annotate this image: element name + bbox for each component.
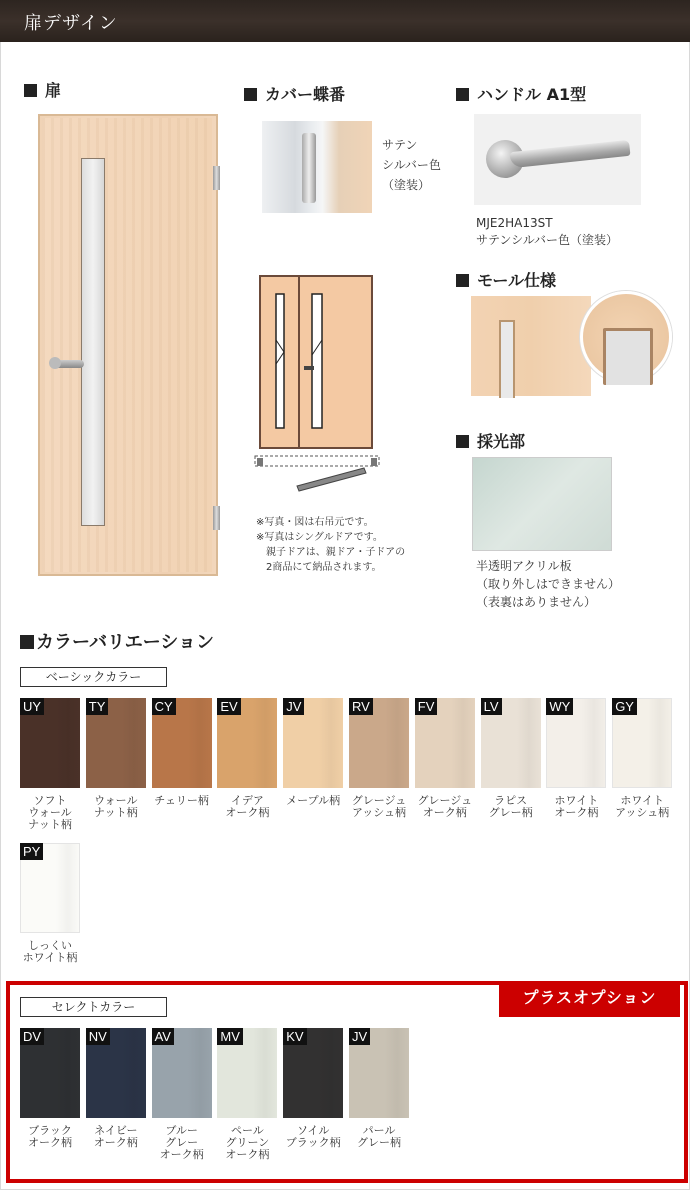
- color-code: JV: [283, 698, 304, 715]
- color-code: AV: [152, 1028, 174, 1045]
- heading-light: 採光部: [456, 429, 525, 452]
- heading-door: 扉: [24, 78, 61, 101]
- cover-hinge-photo: [262, 121, 372, 213]
- color-name: メープル柄: [286, 794, 341, 807]
- light-desc-2: （取り外しはできません）: [476, 577, 621, 591]
- color-code: NV: [86, 1028, 110, 1045]
- color-code: MV: [217, 1028, 243, 1045]
- page-title: 扉デザイン: [24, 13, 118, 34]
- color-name: ソフト ウォール ナット柄: [28, 794, 72, 831]
- basic-swatch-fv: [415, 698, 475, 788]
- door-note-4: 2商品にて納品されます。: [256, 562, 382, 573]
- hinge-icon: [213, 166, 220, 190]
- page-banner: [0, 0, 690, 42]
- color-code: TY: [86, 698, 109, 715]
- mall-photo: [471, 296, 591, 396]
- color-name: グレージュ オーク柄: [417, 794, 473, 819]
- color-code: DV: [20, 1028, 44, 1045]
- basic-swatch-jv: [283, 698, 343, 788]
- color-code: PY: [20, 843, 43, 860]
- color-name: ペール グリーン オーク柄: [225, 1124, 270, 1161]
- basic-color-tag: ベーシックカラー: [20, 667, 167, 687]
- hinge-desc-3: （塗装）: [382, 178, 431, 192]
- basic-swatch-lv: [481, 698, 541, 788]
- basic-swatch-py: [20, 843, 80, 933]
- basic-swatch-uy: [20, 698, 80, 788]
- lever-handle-icon: [52, 360, 84, 368]
- door-glass-slit: [81, 158, 105, 526]
- color-code: JV: [349, 1028, 370, 1045]
- color-code: GY: [612, 698, 637, 715]
- color-name: ブラック オーク柄: [28, 1124, 72, 1149]
- color-name: パール グレー柄: [357, 1124, 401, 1149]
- color-name: しっくい ホワイト柄: [22, 939, 78, 964]
- color-name: ホワイト オーク柄: [554, 794, 599, 819]
- acrylic-panel-photo: [472, 457, 612, 551]
- basic-swatch-wy: [546, 698, 606, 788]
- select-swatch-dv: [20, 1028, 80, 1118]
- handle-photo: [474, 114, 641, 205]
- basic-swatch-rv: [349, 698, 409, 788]
- color-name: イデア オーク柄: [225, 794, 270, 819]
- color-code: RV: [349, 698, 373, 715]
- handle-model: MJE2HA13ST: [476, 216, 553, 230]
- hinge-desc-1: サテン: [382, 138, 418, 152]
- color-name: ブルー グレー オーク柄: [159, 1124, 204, 1161]
- color-name: グレージュ アッシュ柄: [351, 794, 407, 819]
- basic-swatch-cy: [152, 698, 212, 788]
- color-code: KV: [283, 1028, 306, 1045]
- handle-finish: サテンシルバー色（塗装）: [476, 233, 618, 247]
- select-swatch-nv: [86, 1028, 146, 1118]
- door-image: [38, 114, 218, 576]
- color-code: UY: [20, 698, 44, 715]
- door-note-3: 親子ドアは、親ドア・子ドアの: [256, 547, 406, 558]
- select-swatch-mv: [217, 1028, 277, 1118]
- color-code: WY: [546, 698, 573, 715]
- color-name: ウォール ナット柄: [93, 794, 138, 819]
- light-desc-3: （表裏はありません）: [476, 595, 597, 609]
- color-code: FV: [415, 698, 438, 715]
- basic-swatch-gy: [612, 698, 672, 788]
- select-swatch-av: [152, 1028, 212, 1118]
- double-door-diagram: [252, 270, 382, 495]
- select-swatch-kv: [283, 1028, 343, 1118]
- heading-hinge: カバー蝶番: [244, 82, 345, 105]
- hinge-icon: [213, 506, 220, 530]
- color-code: CY: [152, 698, 176, 715]
- hinge-desc-2: シルバー色: [382, 158, 441, 172]
- plus-option-tag: プラスオプション: [499, 983, 680, 1017]
- color-name: ホワイト アッシュ柄: [615, 794, 670, 819]
- door-note-1: ※写真・図は右吊元です。: [256, 517, 374, 528]
- select-color-tag: セレクトカラー: [20, 997, 167, 1017]
- heading-mall: モール仕様: [456, 268, 556, 291]
- color-name: ネイビー オーク柄: [93, 1124, 138, 1149]
- light-desc-1: 半透明アクリル板: [476, 559, 572, 573]
- basic-swatch-ev: [217, 698, 277, 788]
- mall-detail-photo: [580, 291, 672, 383]
- heading-color-variation: カラーバリエーション: [20, 628, 214, 654]
- color-name: ラピス グレー柄: [488, 794, 533, 819]
- heading-handle: ハンドル A1型: [456, 82, 586, 105]
- color-code: LV: [481, 698, 502, 715]
- color-name: チェリー柄: [154, 794, 209, 807]
- select-swatch-jv: [349, 1028, 409, 1118]
- color-name: ソイル ブラック柄: [285, 1124, 341, 1149]
- basic-swatch-ty: [86, 698, 146, 788]
- door-note-2: ※写真はシングルドアです。: [256, 532, 383, 543]
- color-code: EV: [217, 698, 240, 715]
